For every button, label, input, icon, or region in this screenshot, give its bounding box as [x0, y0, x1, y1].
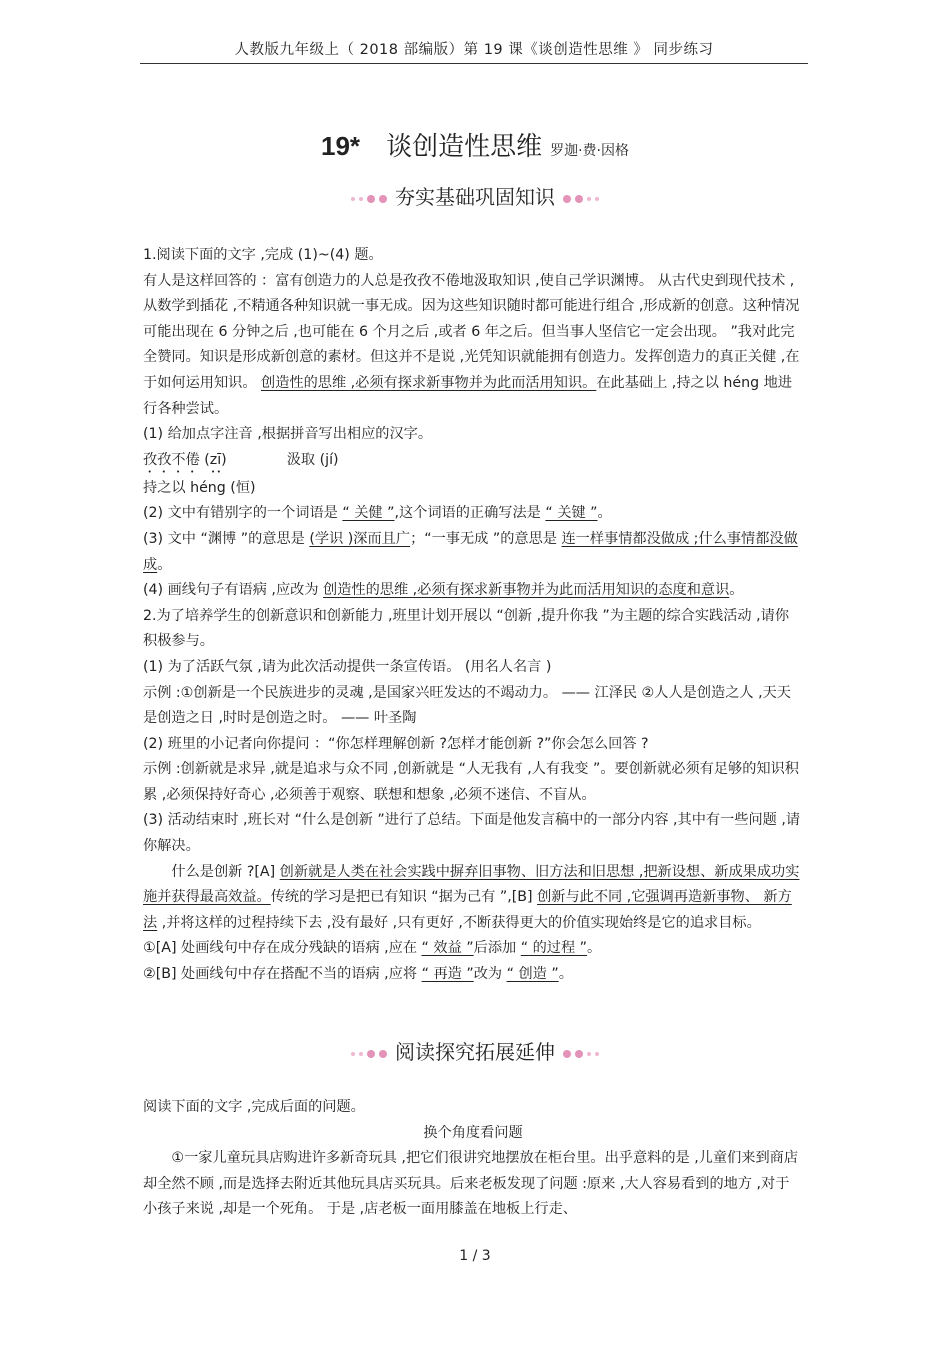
q1-part4: (4) 画线句子有语病 ,应改为 创造性的思维 ,必须有探求新事物并为此而活用知识的态度和意识。: [143, 582, 744, 599]
page-number: 1 / 3: [459, 1248, 491, 1264]
banner-left-dots-icon: [349, 1040, 389, 1064]
lesson-author: 罗迦·费·因格: [550, 143, 629, 159]
answer-blank: 创造性的思维 ,必须有探求新事物并为此而活用知识的态度和意识: [323, 582, 730, 599]
banner-right-dots-icon: [561, 185, 601, 209]
lesson-name: 谈创造性思维: [386, 132, 543, 162]
q2-answer-1: ①[A] 处画线句中存在成分残缺的语病 ,应在 “ 效益 ”后添加 “ 的过程 ”。: [143, 940, 602, 957]
q1-part1: (1) 给加点字注音 ,根据拼音写出相应的汉字。: [143, 426, 433, 443]
q2-part3: (3) 活动结束时 ,班长对 “什么是创新 ”进行了总结。下面是他发言稿中的一部分内容 ,其中有一些问题 ,请你解决。: [143, 812, 801, 855]
q1-passage: 有人是这样回答的 ：富有创造力的人总是孜孜不倦地汲取知识 ,使自己学识渊博。 从古代史到现代技术 ,从数学到插花 ,不精通各种知识就一事无成。因为这些知识随时都可能进行组合 ,形成新的创意。这种情况可能出现在 6 分钟之后 ,也可能在 6 个月之后 ,或者 6 年之后。但当事人坚信它一定会出现。 ”我对此完全赞同。知识是形成新创意的素材。但这并不是说 ,光凭知识就能拥有创造力。发挥创造力的真正关健 ,在于如何运用知识。 创造性的思维 ,必须有探求新事物并为此而活用知识。在此基础上 ,持之以 héng 地进行各种尝试。: [143, 272, 800, 417]
banner-right-dots-icon: [561, 1040, 601, 1064]
reading-paragraph: ①一家儿童玩具店购进许多新奇玩具 ,把它们很讲究地摆放在柜台里。出乎意料的是 ,儿童们来到商店却全然不顾 ,而是选择去附近其他玩具店买玩具。后来老板发现了问题 :原来 ,大人容易看到的地方 ,对于小孩子来说 ,却是一个死角。 于是 ,店老板一面用膝盖在地板上行走、: [143, 1150, 799, 1218]
q2-passage: 什么是创新 ?[A] 创新就是人类在社会实践中摒弃旧事物、旧方法和旧思想 ,把新设想、新成果成功实施并获得最高效益。传统的学习是把已有知识 “据为己有 ”,[B] 创新与此不同 ,它强调再造新事物、 新方法 ,并将这样的过程持续下去 ,没有最好 ,只有更好 ,不断获得更大的价值实现始终是它的追求目标。: [143, 863, 800, 931]
page-header: 人教版九年级上（ 2018 部编版）第 19 课《谈创造性思维 》 同步练习: [234, 42, 714, 58]
answer-blank: 连一样事情都没做成 ;什么事情都没做成: [143, 530, 798, 573]
q2-stem: 2.为了培养学生的创新意识和创新能力 ,班里计划开展以 “创新 ,提升你我 ”为主题的综合实践活动 ,请你积极参与。: [143, 607, 790, 650]
reading-content: [143, 1095, 803, 1223]
q2-part2: (2) 班里的小记者向你提问 ：“你怎样理解创新 ?怎样才能创新 ?”你会怎么回答 ?: [143, 735, 649, 752]
q1-part2: (2) 文中有错别字的一个词语是 “ 关健 ”,这个词语的正确写法是 “ 关键 ”。: [143, 505, 612, 522]
section-title: 阅读探究拓展延伸: [395, 1040, 555, 1064]
lesson-number: 19*: [321, 131, 361, 161]
q1-stem: 1.阅读下面的文字 ,完成 (1)~(4) 题。: [143, 247, 383, 263]
q1-part1-answers: 孜孜不倦 (zī) 汲取 (jí): [143, 451, 339, 468]
q2-answer-2: ②[B] 处画线句中存在搭配不当的语病 ,应将 “ 再造 ”改为 “ 创造 ”。: [143, 966, 573, 983]
answer-blank: “ 的过程 ”: [520, 940, 588, 957]
reading-stem: 阅读下面的文字 ,完成后面的问题。: [143, 1099, 365, 1115]
section-title: 夯实基础巩固知识: [395, 185, 555, 209]
section-banner-basic: [0, 181, 950, 210]
answer-blank: “ 创造 ”: [506, 966, 559, 983]
exercise-content: [143, 243, 803, 988]
answer-blank: “ 关健 ”: [342, 505, 395, 522]
answer-blank: (学识 )深而且广: [309, 530, 411, 547]
q1-underlined-sentence: 创造性的思维 ,必须有探求新事物并为此而活用知识。: [261, 374, 597, 391]
answer-blank: “ 关键 ”: [545, 505, 598, 522]
q1-part3: (3) 文中 “渊博 ”的意思是 (学识 )深而且广；“一事无成 ”的意思是 连一样事情都没做成 ;什么事情都没做成。: [143, 530, 798, 573]
answer-blank: “ 效益 ”: [421, 940, 474, 957]
q2-part1-example: 示例 :①创新是一个民族进步的灵魂 ,是国家兴旺发达的不竭动力。 —— 江泽民 ②人人是创造之人 ,天天是创造之日 ,时时是创造之时。 —— 叶圣陶: [143, 684, 791, 727]
lesson-title: [0, 126, 950, 163]
banner-left-dots-icon: [349, 185, 389, 209]
q1-part1-answer-c: 持之以 héng (恒): [143, 479, 256, 496]
answer-blank: “ 再造 ”: [421, 966, 474, 983]
q2-part1: (1) 为了活跃气氛 ,请为此次活动提供一条宣传语。 (用名人名言 ): [143, 658, 552, 675]
header-divider: [140, 63, 808, 64]
reading-title: 换个角度看问题: [423, 1124, 523, 1141]
q2-part2-example: 示例 :创新就是求异 ,就是追求与众不同 ,创新就是 “人无我有 ,人有我变 ”。要创新就必须有足够的知识积累 ,必须保持好奇心 ,必须善于观察、联想和想象 ,必须不迷信、不盲从。: [143, 761, 799, 803]
section-banner-reading: [0, 1036, 950, 1065]
